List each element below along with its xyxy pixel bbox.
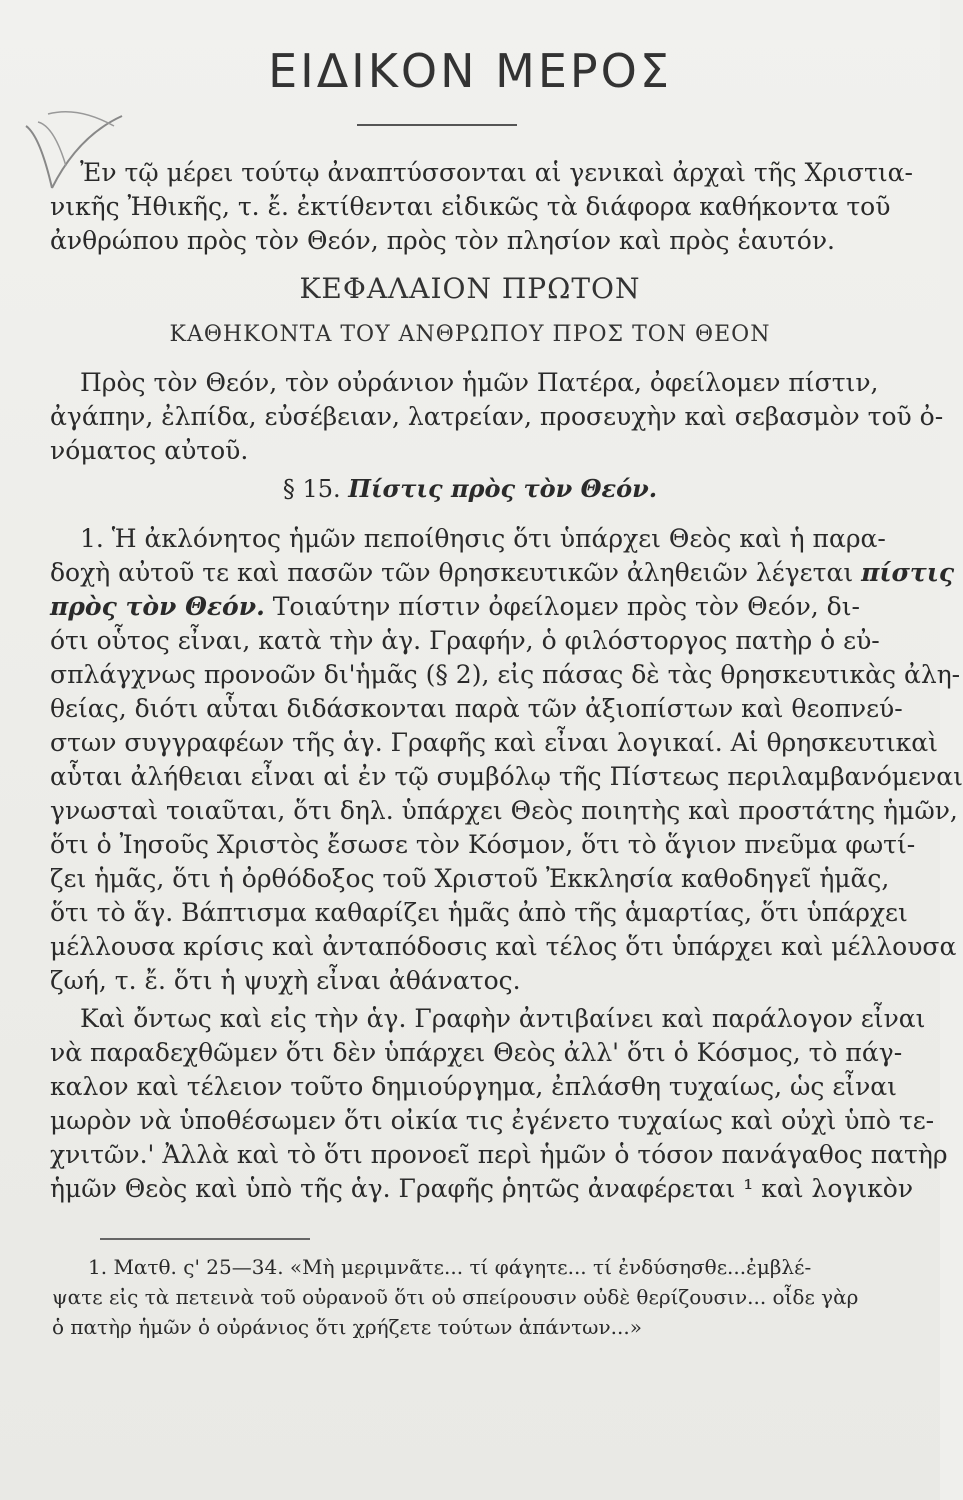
body-line: μωρὸν νὰ ὑποθέσωμεν ὅτι οἰκία τις ἐγένετο τυχαίως καὶ οὐχὶ ὑπὸ τε- — [50, 1106, 935, 1135]
body-line: νὰ παραδεχθῶμεν ὅτι δὲν ὑπάρχει Θεὸς ἀλλ' ὅτι ὁ Κόσμος, τὸ πάγ- — [50, 1038, 903, 1067]
body-line: καλον καὶ τέλειον τοῦτο δημιούργημα, ἐπλάσθη τυχαίως, ὡς εἶναι — [50, 1072, 897, 1101]
body-text: δοχὴ αὐτοῦ τε καὶ πασῶν τῶν θρησκευτικῶν ἀληθειῶν λέγεται — [50, 558, 854, 587]
footnote-divider — [100, 1238, 310, 1240]
body-line: Καὶ ὄντως καὶ εἰς τὴν ἁγ. Γραφὴν ἀντιβαίνει καὶ παράλογον εἶναι — [80, 1004, 926, 1033]
body-line: 1. Ἡ ἀκλόνητος ἡμῶν πεποίθησις ὅτι ὑπάρχει Θεὸς καὶ ἡ παρα- — [80, 524, 886, 553]
section-title: Πίστις πρὸς τὸν Θεόν. — [348, 474, 658, 503]
chapter-subtitle: ΚΑΘΗΚΟΝΤΑ ΤΟΥ ΑΝΘΡΩΠΟΥ ΠΡΟΣ ΤΟΝ ΘΕΟΝ — [169, 322, 771, 347]
intro-line: νικῆς Ἠθικῆς, τ. ἔ. ἐκτίθενται εἰδικῶς τὰ διάφορα καθήκοντα τοῦ — [50, 192, 891, 221]
body-line: ζωή, τ. ἔ. ὅτι ἡ ψυχὴ εἶναι ἀθάνατος. — [50, 966, 521, 995]
body-line: χνιτῶν.' Ἀλλὰ καὶ τὸ ὅτι προνοεῖ περὶ ἡμῶν ὁ τόσον πανάγαθος πατὴρ — [50, 1140, 948, 1169]
chapter-title: ΚΕΦΑΛΑΙΟΝ ΠΡΩΤΟΝ — [299, 272, 641, 305]
footnote-line: ὁ πατὴρ ἡμῶν ὁ οὐράνιος ὅτι χρήζετε τούτων ἁπάντων...» — [52, 1315, 642, 1339]
body-line: σπλάγχνως προνοῶν δι'ἡμᾶς (§ 2), εἰς πάσας δὲ τὰς θρησκευτικὰς ἀλη- — [50, 660, 961, 689]
body-line: γνωσταὶ τοιαῦται, ὅτι δηλ. ὑπάρχει Θεὸς ποιητὴς καὶ προστάτης ἡμῶν, — [50, 796, 958, 825]
body-line: ζει ἡμᾶς, ὅτι ἡ ὀρθόδοξος τοῦ Χριστοῦ Ἐκκλησία καθοδηγεῖ ἡμᾶς, — [50, 864, 890, 893]
section-number: § 15. — [282, 475, 341, 503]
body-line — [50, 556, 955, 590]
intro-line: Ἐν τῷ μέρει τούτῳ ἀναπτύσσονται αἱ γενικαὶ ἀρχαὶ τῆς Χριστια- — [80, 158, 913, 187]
footnote-line: ψατε εἰς τὰ πετεινὰ τοῦ οὐρανοῦ ὅτι οὐ σπείρουσιν οὐδὲ θερίζουσιν... οἶδε γὰρ — [52, 1285, 859, 1309]
chapter-intro-line: Πρὸς τὸν Θεόν, τὸν οὐράνιον ἡμῶν Πατέρα, ὀφείλομεν πίστιν, — [80, 368, 879, 397]
section-heading — [0, 474, 940, 503]
body-line: θείας, διότι αὗται διδάσκονται παρὰ τῶν ἀξιοπίστων καὶ θεοπνεύ- — [50, 694, 903, 723]
body-line: ὅτι ὁ Ἰησοῦς Χριστὸς ἔσωσε τὸν Κόσμον, ὅτι τὸ ἅγιον πνεῦμα φωτί- — [50, 830, 916, 859]
body-line: μέλλουσα κρίσις καὶ ἀνταπόδοσις καὶ τέλος ὅτι ὑπάρχει καὶ μέλλουσα — [50, 932, 957, 961]
chapter-intro-line: νόματος αὐτοῦ. — [50, 436, 249, 465]
intro-line: ἀνθρώπου πρὸς τὸν Θεόν, πρὸς τὸν πλησίον καὶ πρὸς ἑαυτόν. — [50, 226, 835, 255]
chapter-intro-line: ἀγάπην, ἐλπίδα, εὐσέβειαν, λατρείαν, προσευχὴν καὶ σεβασμὸν τοῦ ὀ- — [50, 402, 944, 431]
footnote-line: 1. Ματθ. ς' 25—34. «Μὴ μεριμνᾶτε... τί φάγητε... τί ἐνδύσησθε...ἐμβλέ- — [88, 1255, 812, 1279]
page-title: ΕΙΔΙΚΟΝ ΜΕΡΟΣ — [268, 44, 672, 98]
title-divider — [357, 124, 517, 126]
emphasis-text: πίστις — [861, 558, 955, 587]
body-line: ὅτι τὸ ἅγ. Βάπτισμα καθαρίζει ἡμᾶς ἀπὸ τῆς ἁμαρτίας, ὅτι ὑπάρχει — [50, 898, 908, 927]
body-line: στων συγγραφέων τῆς ἁγ. Γραφῆς καὶ εἶναι λογικαί. Αἱ θρησκευτικαὶ — [50, 728, 938, 757]
body-line: ἡμῶν Θεὸς καὶ ὑπὸ τῆς ἁγ. Γραφῆς ῥητῶς ἀναφέρεται ¹ καὶ λογικὸν — [50, 1174, 914, 1203]
emphasis-text: πρὸς τὸν Θεόν. — [50, 592, 265, 621]
body-line: ότι οὗτος εἶναι, κατὰ τὴν ἁγ. Γραφήν, ὁ φιλόστοργος πατὴρ ὁ εὐ- — [50, 626, 880, 655]
body-line — [50, 590, 860, 624]
body-text: Τοιαύτην πίστιν ὀφείλομεν πρὸς τὸν Θεόν, δι- — [272, 592, 860, 621]
body-line: αὗται ἀλήθειαι εἶναι αἱ ἐν τῷ συμβόλῳ τῆς Πίστεως περιλαμβανόμεναι — [50, 762, 963, 791]
